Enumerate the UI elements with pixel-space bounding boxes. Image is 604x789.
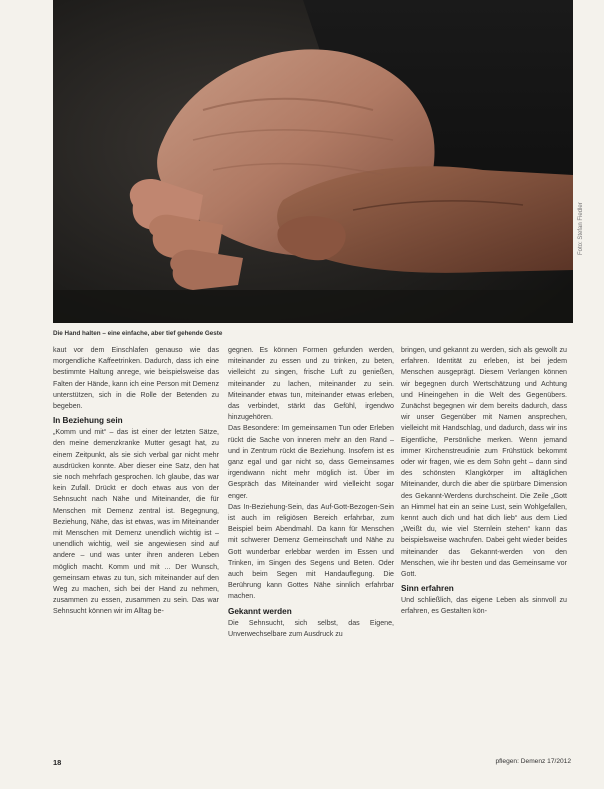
column-3: [401, 345, 567, 618]
photo-caption: Die Hand halten – eine einfache, aber tief gehende Geste: [53, 330, 223, 337]
paragraph: Die Sehnsucht, sich selbst, das Eigene, Unverwechselbare zum Ausdruck zu: [228, 618, 394, 638]
section-heading: Sinn erfahren: [401, 584, 454, 594]
paragraph: Das Besondere: Im gemeinsamen Tun oder Erleben rückt die Sache von inneren mehr an den Rand – und in Zentrum rückt die Beziehung. Insofern ist es ganz egal und gar nicht so, dass Gemeinsames irgendwann nicht mehr möglich ist. Über im Gespräch das Miteinander wird vielleicht sogar enger.: [228, 424, 394, 500]
column-2: [228, 345, 394, 640]
paragraph: gegnen. Es können Formen gefunden werden, miteinander zu essen und zu trinken, zu beten, vielleicht zu singen, frische Luft zu genießen, miteinander zu lachen, miteinander zu sein. Miteinander etwas tun, miteinander etwas erleben, das verbindet, stärkt das Gefühl, irgendwo hinzugehören.: [228, 346, 394, 422]
photo-credit: Foto: Stefan Fiedler: [578, 202, 584, 255]
column-1: [53, 345, 219, 618]
paragraph: kaut vor dem Einschlafen genauso wie das morgendliche Kaffeetrinken. Dadurch, dass ich eine bestimmte Haltung anrege, wie beispielsweise das Falten der Hände, kann ich eine Person mit Demenz unterstützen, sich in die Rolle der Betenden zu begeben.: [53, 346, 219, 411]
page-number: 18: [53, 758, 62, 767]
section-heading: In Beziehung sein: [53, 416, 123, 426]
photo-illustration: [53, 0, 573, 323]
section-heading: Gekannt werden: [228, 606, 292, 616]
paragraph: Und schließlich, das eigene Leben als sinnvoll zu erfahren, es Gestalten kön-: [401, 596, 567, 616]
holding-hands-photo: [53, 0, 573, 323]
paragraph: Das In-Beziehung-Sein, das Auf-Gott-Bezogen-Sein ist auch im religiösen Bereich erfahrbar, zum Beispiel beim Abendmahl. Da kann für Menschen mit schwerer Demenz Gemeinschaft und Nähe zu Gott wunderbar erlebbar werden im Essen und Trinken, im Singen des Segens und Beten. Oder auch beim Segen mit Handauflegung. Die Berührung kann Gottes Nähe sinnlich erfahrbar machen.: [228, 502, 394, 601]
paragraph: bringen, und gekannt zu werden, sich als gewollt zu erfahren. Identität zu erleben, ist bei jedem Menschen ausgeprägt. Diesem Verlangen können wir begegnen durch Wertschätzung und Achtung und Hineingehen in die Welt des Gegenübers. Zunächst begegnen wir dem bereits dadurch, dass wir unser Gegenüber mit Namen ansprechen, vielleicht mit Handschlag, und dadurch, dass wir ins Eigentliche, Persönliche merken. Wenn jemand immer Kirchenstreudinie zum Frühstück bekommt oder wir fragen, wie es dem Sohn geht – dann sind des schönsten Klangkörper im alltäglichen Miteinander, durch die aber die spürbare Dimension des Gekannt-Werdens durchscheint. Die Zeile „Gott an Himmel hat ein an seine Lust, sein Wohlgefallen, kennt auch dich und hat dich lieb“ aus dem Lied „Weißt du, wie viel Sternlein stehen“ kann das beispielsweise wachrufen. Dabei geht wieder beides miteinander das Gekannt-werden von den Menschen, wie ihr besten und das Gemeinsame vor Gott.: [401, 346, 567, 579]
paragraph: „Komm und mit“ – das ist einer der letzten Sätze, den meine demenzkranke Mutter gesagt hat, zu einem Zeitpunkt, als sie sich verbal gar nicht mehr ausdrücken konnte. Aber dieser eine Satz, den hat sie noch mehrfach gesprochen. Ich glaube, das war kein Zufall. Drückt er doch etwas aus von der Sehnsucht nach Nähe und Miteinander, die für Menschen mit Demenz zentral ist. Begegnung, Beziehung, Nähe, das ist etwas, was im Miteinander mit Menschen mit Demenz unendlich wichtig ist – unendlich wichtig, weil sie angewiesen sind auf andere – und was unter ihren anderen Leben möglich macht. Komm und mit ... Der Wunsch, gemeinsam etwas zu tun, sich miteinander auf den Weg zu machen, sich bei der Hand zu nehmen, zusammen zu essen, zusammen zu sein. Das war Sehnsucht können wir im Alltag be-: [53, 428, 219, 616]
magazine-name: pflegen: Demenz 17/2012: [495, 758, 571, 765]
